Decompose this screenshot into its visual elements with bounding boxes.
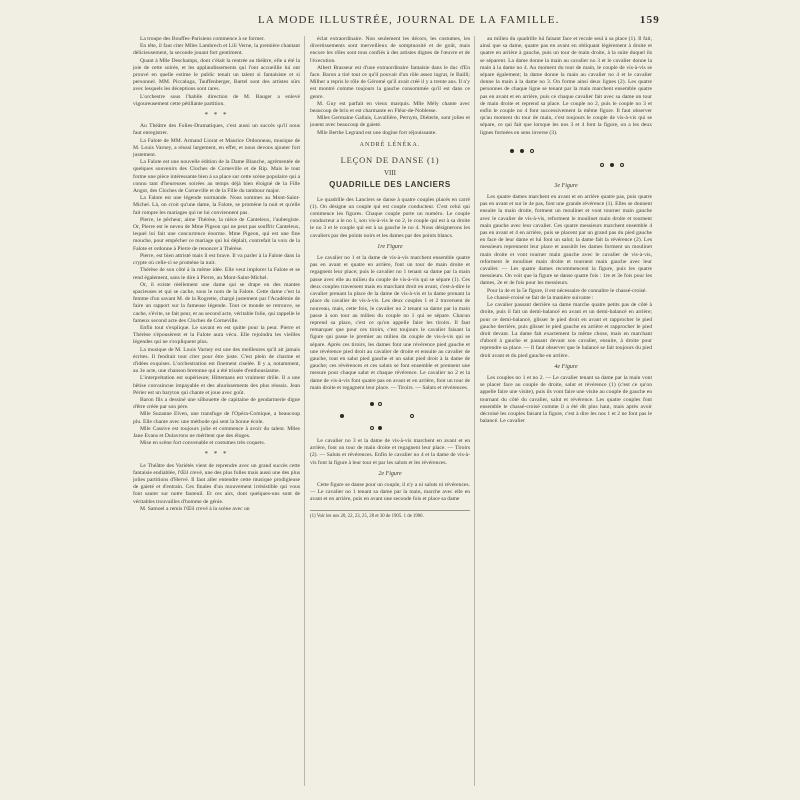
paragraph: Or, il existe réellement une dame qui se drape en des mantes spacieuses et qui se cache, sous le nom de la Falote. Cette dame c'est la femme d'un savant M. de la Rogrette, chargé justement par l'Académie de faire un rapport sur la fameuse légende. Tout ce monde se retrouve, se cache, s'évite, se fait peur, et au second acte, véritable folie, qui rappelle le fameux second acte des Cloches de Corneville. [133, 281, 300, 324]
cavalier-marker [610, 163, 614, 167]
paragraph: La troupe des Bouffes-Parisiens commence à se former. [140, 36, 265, 42]
paragraph: Mlles Germaine Gallais, Lavallière, Pernym, Diéterle, sont jolies et jouent avec beaucoup de gaieté. [310, 115, 470, 129]
paragraph: Le cavalier no 3 et la dame de vis-à-vis marchent en avant et en arrière, font un tour de main droite et regagnent leur place. — Tiroirs (2). — Saluts et révérences. Enfin le cavalier no 4 et la dame de vis-à-vis font la figure à leur tour et par les saluts et les révérences. [310, 437, 470, 466]
paragraph: Le Théâtre des Variétés vient de reprendre avec un grand succès cette fantaisie endiablée, l'Œil crevé, une des plus folles mais aussi une des plus jolies partitions d'Hervé. Il faut aller entendre cette musique prodigieuse de gaieté et d'entrain. Ces finales d'un mouvement irrésistible qui vous font sauter sur notre fauteuil. Et ces airs, dont quelques-uns sont de véritables trouvailles d'homme de génie. [133, 462, 300, 505]
author-signature: ANDRÉ LÉNÉKA. [359, 141, 421, 148]
paragraph: Mise en scène fort convenable et costumes très coquets. [140, 440, 266, 447]
column-3 [480, 36, 652, 788]
section-heading: LEÇON DE DANSE (1) [340, 155, 440, 166]
paragraph: Pierre, le pêcheur, aime Thérèse, la nièce de Canteleux, l'aubergiste. Or, Pierre est le neveu de Mme Pigeon qui ne peut pas souffrir Canteleux, lequel lui fait une concurrence énorme. Mme Pigeon, qui est une fine mouche, pour empêcher ce mariage qui lui déplaît, contrefait la voix de la Falote et ordonne à Pierre de renoncer à Thérèse. [133, 216, 300, 252]
dance-diagram [310, 396, 470, 434]
article-title: QUADRILLE DES LANCIERS [329, 180, 451, 190]
paragraph: Enfin tout s'explique. Le savant en est quitte pour la peur. Pierre et Thérèse s'épousèrent et la Falote aura vécu. Elle rejoindra les vieilles légendes qui ne s'expliquent plus. [133, 324, 300, 346]
paragraph: Mlle Cassive est toujours jolie et commence à avoir du talent. Mlles Jane Evans et Dulavrons ne méritent que des éloges. [133, 425, 300, 439]
paragraph: Les couples no 1 et no 2. — Le cavalier tenant sa dame par la main vont se placer face au couple de droite, salut et révérence (1) (c'est ce qu'on appelle faire une visite), puis ils vont faire une visite au couple de gauche en tournant du côté du cavalier, salut et révérence. Les quatre couples font ensemble le chassé-croisé comme il a été dit plus haut, mais après avoir décroisé les couples faisant la figure, c'est à dire les nos 1 et 2 ne font pas le balancé. Le cavalier [480, 374, 652, 425]
paragraph: Le quadrille des Lanciers se danse à quatre couples placés en carré (1). On désigne un couple qui est couple conducteur. C'est celui qui commence les figures. Chaque couple porte un numéro. Le couple conducteur a le no 1, son vis-à-vis le no 2, le couple qui est à sa droite le no 3 et le couple qui est à sa gauche le no 4. Nous désignerons les cavaliers par des points noirs et les dames par des points blancs. [310, 196, 470, 239]
cavalier-marker [510, 149, 514, 153]
section-number: VIII [383, 169, 397, 178]
dame-marker [620, 163, 624, 167]
cavalier-marker [520, 149, 524, 153]
paragraph: Albert Brasseur est d'une extraordinaire fantaisie dans le duc d'En face. Baron a tiré tout ce qu'il pouvait d'un rôle assez ingrat, le Bailli; Milher a repris le rôle de Géromé qu'il avait créé il y a trente ans. Il n'y est montré comme toujours la gauche consommée qu'il est dans ce genre. [310, 64, 470, 100]
dame-marker [378, 402, 382, 406]
section-separator: * * * [204, 111, 229, 120]
paragraph: Cette figure se danse pour un couple, il n'y a ni saluts ni révérences. — Le cavalier no 1 tenant sa dame par la main, marche avec elle en avant et en arrière, puis en avant une seconde fois et place sa dame [310, 481, 470, 503]
paragraph: Au Théâtre des Folies-Dramatiques, c'est aussi un succès qu'il nous faut enregistrer. [133, 123, 300, 137]
column-1 [133, 36, 300, 788]
paragraph: La musique de M. Louis Varney est une des meilleures qu'il ait jamais écrites. Il fendrait tout citer pour être juste. C'est plein de charme et d'idées exquises. L'orchestration est finement ciselée. Il y a, notamment, au 3e acte, une chanson bretonne qui a été trissée d'enthousiasme. [133, 346, 300, 375]
paragraph: Pour la 4e et la 5e figure, il est nécessaire de connaître le chassé-croisé. [487, 287, 647, 294]
footnote: (1) Voir les nos 20, 22, 23, 25, 28 et 30 de 1905. 1 de 1906. [310, 510, 470, 520]
column-divider [474, 36, 475, 786]
paragraph: éclat extraordinaire. Non seulement les décors, les costumes, les divertissements sont merveilleux de somptuosité et de goût, mais encore les rôles sont tous confiés à des artistes dignes de l'œuvre et de l'éxecution. [310, 36, 470, 64]
figure-heading: 4e Figure [554, 363, 578, 370]
dance-diagram [480, 141, 652, 179]
paragraph: L'interprétation est supérieure; Hittemans est vraiment drôle. Il a une bêtise convaincue impayable et des ahurissements des plus réussis. Jean Périer est un baryton qui chante et joue avec goût. [133, 375, 300, 396]
paragraph: L'orchestre sous l'habile direction de M. Bauger a enlevé vigoureusement cette pétillante partition. [133, 93, 300, 107]
column-2 [310, 36, 470, 788]
column-divider [304, 36, 305, 786]
paragraph: M. Guy est parfait en vieux marquis. Mlle Mély chante avec beaucoup de brio et est charmante en Fléur-de-Noblesse. [310, 100, 470, 115]
section-separator: * * * [204, 450, 229, 459]
paragraph: Le cavalier no 1 et la dame de vis-à-vis marchent ensemble quatre pas en avant et quatre en arrière, font un tour de main droite et regagnent leur place; puis le cavalier no 1 tenant sa dame par la main passe avec elle au milieu du couple de vis-à-vis qui se sépare (1). Ces deux couples traversent mais en marchant droit en avant, c'est-à-dire le cavalier prenant la place de la dame de vis-à-vis et la dame prenant la place du cavalier de vis-à-vis. Les deux couples 1 et 2 traversent de nouveau, mais, cette fois, le cavalier no 2 tenant sa dame par la main passe à son tour au milieu du couple no 1 qui se sépare. Chacun reprend sa place, c'est ce qu'on appelle faire les tiroirs. Il faut remarquer que pour ces tiroirs, c'est toujours le cavalier faisant la figure qui passe le premier au milieu du couple de vis-à-vis qui se sépare. Après ces tiroirs, les dames font une révérence pied gauche et une révérence pied droit au cavalier de droite et ensuite au cavalier de gauche, tout en salut pied gauche et un salut pied droit à la dame de gauche; ces révérences et ces saluts se font ensemble et prennent une mesure pour chaque salut et chaque révérence. Le cavalier no 2 et la dame de vis-à-vis font quatre pas en avant et en arrière, font un tour de main droite et regagnent leur place. — Tiroirs. — Saluts et révérences. [310, 255, 470, 391]
dame-marker [600, 163, 604, 167]
journal-title: LA MODE ILLUSTRÉE, JOURNAL DE LA FAMILLE. [258, 14, 560, 26]
paragraph: Le chassé-croisé se fait de la manière suivante : [487, 294, 594, 301]
paragraph: au milieu du quadrille lui faisant face et recule seul à sa place (1). Il fait, ainsi que sa dame, quatre pas en avant en obliquant légèrement à droite et quatre en arrière à gauche, puis un tour de main droite, à la suite duquel ils se séparent. La dame donne la main au cavalier no 3 et le cavalier donne la main à la dame no 4. Au moment du tour de main, le couple de vis-à-vis se sépare également; la dame donne la main au cavalier no 4 et le cavalier donne la main à la dame no 3. On forme ainsi deux lignes (2). Les quatre personnes de chaque ligne se tenant par la main marchent ensemble quatre pas en avant et en arrière, puis ce chaque cavalier fait avec sa dame un tour de main droite et reprend sa place. Le couple no 2, puis le couple no 3 et enfin le couple no 4 font successivement la même figure. Il faut observer qu'au moment du tour de main, c'est toujours le couple de vis-à-vis qui se sépare, ce qui fait que lorsque les nos 3 et 4 font la figure, on a les deux lignes formées en sens inverse (3). [480, 36, 652, 136]
paragraph: Baron fils a dessiné une silhouette de capitaine de gendarmerie digne d'être créée par son père. [133, 396, 300, 411]
paragraph: Mlle Suzanne Elven, une transfuge de l'Opéra-Comique, a beaucoup plu. Elle chante avec une méthode qui sent la bonne école. [133, 411, 300, 425]
paragraph: Pierre, est bien attristé mais il est brave. Il va parler à la Falote dans la crypte où celle-ci se promène la nuit. [133, 252, 300, 267]
dame-marker [370, 426, 374, 430]
cavalier-marker [378, 426, 382, 430]
paragraph: Mlle Berthe Legrand est une dogine fort réjouissante. [317, 129, 437, 136]
paragraph: En tête, il faut citer Mlles Lambrech et Lili Verne, la première chantant délicieusement, la seconde jouant fort gentiment. [133, 43, 300, 57]
paragraph: Le cavalier passant derrière sa dame marche quatre petits pas de côté à droite, puis il fait un demi-balancé en avant et un demi-balancé en arrière; pour ce demi-balancé, glisser le pied droit en avant et rapprocher le pied gauche derrière, puis glisser le pied gauche en arrière et rapprocher le pied droit devant. La dame fait exactement la même chose, mais en marchant d'abord à gauche et passant devant son cavalier, ensuite, à droite pour reprendre sa place. — Il faut observer que le balancé se fait toujours du pied droit avant et du pied gauche en arrière. [480, 302, 652, 359]
paragraph: La Falote de MM. Armand Liorat et Maurice Ordonneau, musique de M. Louis Varney, a réussi largement, en effet, et nous devons ajouter fort justement. [133, 137, 300, 159]
page-header [130, 14, 660, 30]
dame-marker [410, 414, 414, 418]
paragraph: Thérèse de son côté à la même idée. Elle veut implorer la Falote et se rend également, sans le dire à Pierre, au Mont-Saint-Michel. [133, 267, 300, 281]
figure-heading: 1re Figure [377, 243, 403, 250]
paragraph: M. Samoel a remis l'Œil crevé à la scène avec un [140, 505, 250, 512]
cavalier-marker [340, 414, 344, 418]
figure-heading: 3e Figure [554, 182, 578, 189]
dame-marker [530, 149, 534, 153]
paragraph: La Falote est une nouvelle édition de la Dame Blanche, agrémentée de quelques souvenirs des Cloches de Corneville et de Rip. Mais le tout forme une pièce intéressante bien à sa place sur cette scène populaire qui a connu tant d'heureuses soirées au temps déjà bien éloigné de la Fille Angot, des Cloches de Corneville et de la Fille du tambour major. [133, 159, 300, 195]
figure-heading: 2e Figure [378, 470, 402, 477]
page-number: 159 [639, 14, 660, 26]
cavalier-marker [370, 402, 374, 406]
paragraph: Les quatre dames marchent en avant et en arrière quatre pas, puis quatre pas en avant et sur le 4e pas, font une grande révérence (1). Elles se donnent ensuite la main droite, forment un moulinet et vont tourner main gauche avec le cavalier de vis-à-vis, reforment le moulinet main droite et tournent main gauche avec leur cavalier. Ces quatre messieurs marchent ensemble 4 pas en avant et 4 en arrière, puis se placent par un grand pas du pied gauche en face de leur dame et lui font un salut; la dame fait la révérence (2). Les messieurs reprennent leur place et aussitôt les dames forment un moulinet main droite et vont tourner main gauche avec le cavalier de vis-à-vis, reforment le moulinet main droite et tournent main gauche avec leur cavalier. — Les quatre dames recommencent la figure, puis les quatre messieurs. On voit que la figure se danse quatre fois : 1re et 3e fois pour les dames, 2e et 4e fois pour les messieurs. [480, 194, 652, 287]
paragraph: La Falote est une légende normande. Nous sommes au Mont-Saint-Michel. Là, on croit qu'une dame, la Falote, se promène la nuit et qu'elle fait rompre les mariages qui ne lui conviennent pas. [133, 195, 300, 216]
paragraph: Quant à Mlle Deschamps, dont c'était la rentrée au théâtre, elle a été la joie de cette soirée, et les applaudissements qui l'ont accueillie lui ont prouvé en quelle estime le public tenait un talent si fantaisiste et si personnel. MM. Piccaluga, Tauffenberger, Bartel sont des artistes sûrs avec lesquels les déceptions sont rares. [133, 57, 300, 93]
